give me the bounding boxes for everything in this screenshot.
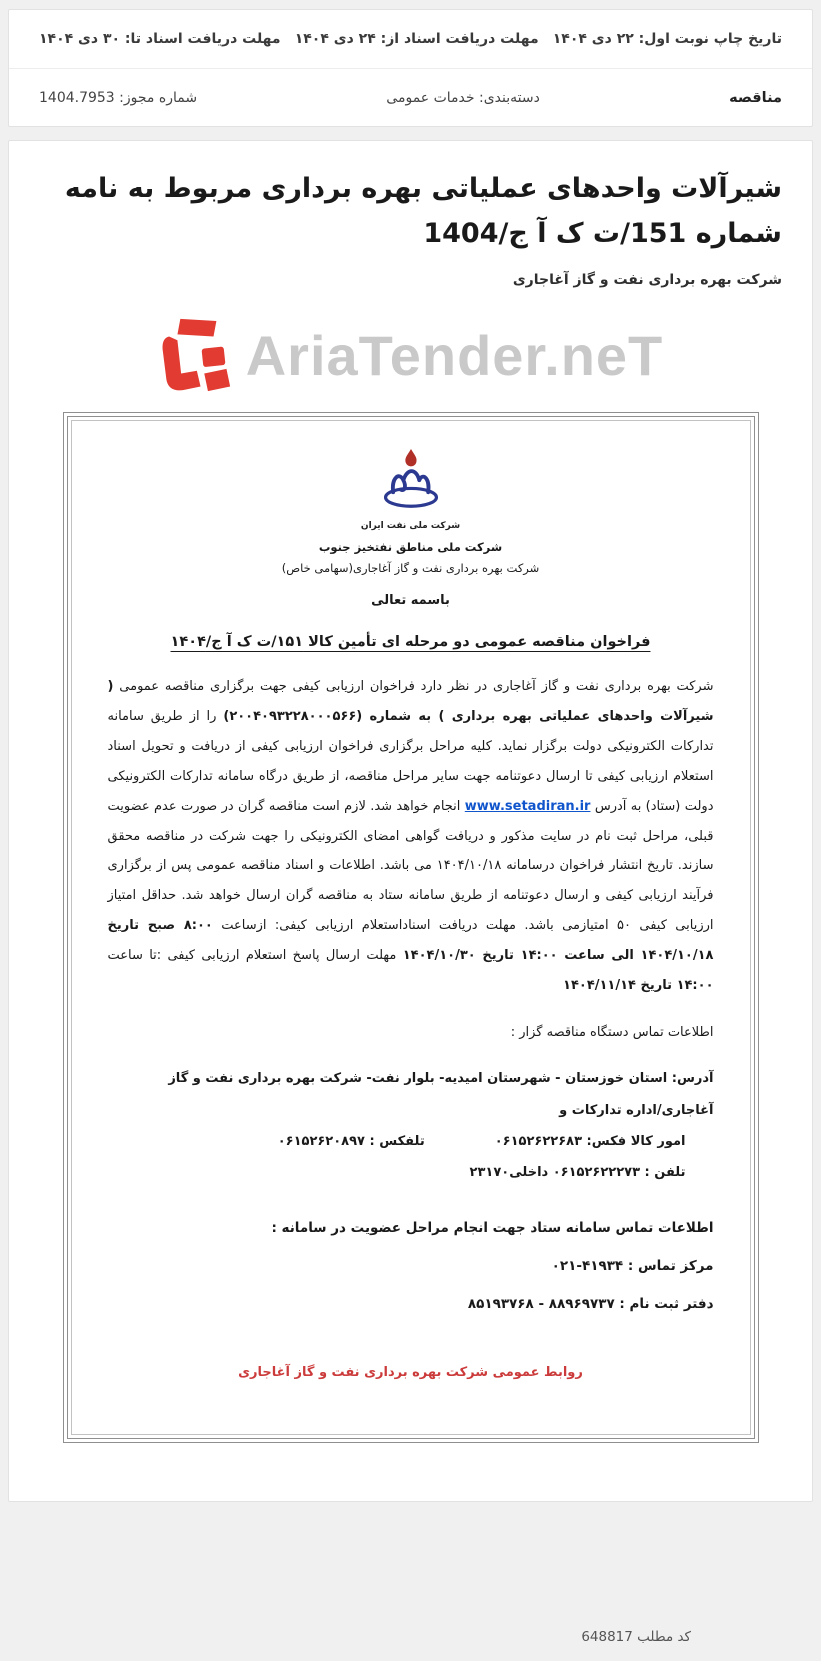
tender-type-label: مناقصه <box>729 89 782 106</box>
print-date: تاریخ چاپ نوبت اول: ۲۲ دی ۱۴۰۴ <box>552 31 782 47</box>
watermark-text: AriaTender.neT <box>245 323 664 387</box>
meta-row-type <box>9 68 812 126</box>
org-company: شرکت بهره برداری نفت و گاز آغاجاری(سهامی خاص) <box>281 561 540 576</box>
document-frame-inner <box>67 416 755 1439</box>
call-center-number: مرکز تماس : ۴۱۹۳۴-۰۲۱ <box>551 1257 714 1274</box>
nioc-logo-icon <box>379 449 443 519</box>
address-fax-line <box>108 1126 714 1157</box>
phone-number: تلفن : ۰۶۱۵۲۶۲۲۲۷۳ داخلی۲۳۱۷۰ <box>469 1165 686 1181</box>
body-text: مهلت ارسال پاسخ استعلام ارزیابی کیفی :تا ساعت <box>107 948 397 964</box>
org-name-small: شرکت ملی نفت ایران <box>360 521 461 532</box>
document-paper <box>71 420 751 1435</box>
ariatender-logo-icon <box>158 312 232 398</box>
address-line: آدرس: استان خوزستان - شهرستان امیدیه- بلوار نفت- شرکت بهره برداری نفت و گاز آغاجاری/اداره تدارکات و <box>168 1071 714 1118</box>
meta-row-dates <box>9 10 812 68</box>
fax-number: امور کالا فکس: ۰۶۱۵۲۶۲۲۶۸۳ <box>494 1133 686 1149</box>
tender-body <box>108 672 714 1001</box>
tender-call-title: فراخوان مناقصه عمومی دو مرحله ای تأمین کالا ۱۵۱/ت ک آ ج/۱۴۰۴ <box>170 634 651 651</box>
license-number: شماره مجوز: 1404.7953 <box>39 89 198 106</box>
org-parent-company: شرکت ملی مناطق نفتخیز جنوب <box>318 540 503 555</box>
setadiran-link[interactable]: www.setadiran.ir <box>464 798 591 814</box>
body-tender-name: ( شیرآلات واحدهای عملیاتی بهره برداری ) به شماره (۲۰۰۴۰۹۳۲۲۸۰۰۰۵۶۶) <box>107 679 714 724</box>
article-subtitle: شرکت بهره برداری نفت و گاز آغاجاری <box>512 272 782 289</box>
body-text: انجام خواهد شد. لازم است مناقصه گران در صورت عدم عضویت قبلی، مراحل ثبت نام در سایت مذکور و دریافت گواهی امضای الکترونیکی را جهت شرکت در مناقصه محقق سازند. تاریخ انتشار فراخوان درسامانه ۱۴۰۴/۱۰/۱۸ می باشد. اطلاعات و اسناد مناقصه عمومی پس از برگزاری فرآیند ارزیابی کیفی و ارسال دعوتنامه از طریق سامانه ستاد به مناقصه گران ارسال خواهد شد. حداقل امتیاز ارزیابی کیفی ۵۰ امتیازمی باشد. مهلت دریافت اسناداستعلام ارزیابی کیفی: ازساعت <box>107 798 714 934</box>
document-header <box>108 449 714 608</box>
public-relations-signature: روابط عمومی شرکت بهره برداری نفت و گاز آغاجاری <box>238 1365 583 1381</box>
body-text: شرکت بهره برداری نفت و گاز آغاجاری در نظر دارد فراخوان ارزیابی کیفی جهت برگزاری مناقصه عمومی <box>119 679 714 695</box>
page-footer <box>0 1611 821 1661</box>
article-card <box>8 140 813 1502</box>
registration-office-number: دفتر ثبت نام : ۸۸۹۶۹۷۳۷ - ۸۵۱۹۳۷۶۸ <box>467 1295 714 1312</box>
basmala: باسمه تعالی <box>371 593 450 609</box>
contact-heading: اطلاعات تماس دستگاه مناقصه گزار : <box>510 1024 714 1040</box>
address-block <box>108 1063 714 1188</box>
docs-receive-until: مهلت دریافت اسناد تا: ۳۰ دی ۱۴۰۴ <box>39 31 281 47</box>
tender-category: دسته‌بندی: خدمات عمومی <box>386 89 540 106</box>
article-code: کد مطلب 648817 <box>581 1629 691 1645</box>
docs-receive-from: مهلت دریافت اسناد از: ۲۴ دی ۱۴۰۴ <box>294 31 539 47</box>
body-deadline-receive: ۸:۰۰ صبح تاریخ ۱۴۰۴/۱۰/۱۸ الی ساعت ۱۴:۰۰ تاریخ ۱۴۰۴/۱۰/۳۰ <box>107 918 714 964</box>
watermark <box>39 312 782 398</box>
tender-meta-header <box>8 9 813 127</box>
body-deadline-reply: ۱۴:۰۰ تاریخ ۱۴۰۴/۱۱/۱۴ <box>563 978 714 993</box>
scanned-document <box>63 412 759 1443</box>
setad-contact-heading: اطلاعات تماس سامانه ستاد جهت انجام مراحل عضویت در سامانه : <box>271 1220 714 1237</box>
telefax-number: تلفکس : ۰۶۱۵۲۶۲۰۸۹۷ <box>277 1133 425 1149</box>
article-title: شیرآلات واحدهای عملیاتی بهره برداری مربوط به نامه شماره 151/ت ک آ ج/1404 <box>64 173 782 249</box>
body-text: را از طریق سامانه تدارکات الکترونیکی دولت برگزار نماید. کلیه مراحل برگزاری فراخوان ارزیابی کیفی از دریافت و تحویل اسناد استعلام ارزیابی کیفی تا ارسال دعوتنامه جهت سایر مراحل مناقصه، از طریق درگاه سامانه تدارکات الکترونیکی دولت (ستاد) به آدرس <box>107 708 714 814</box>
